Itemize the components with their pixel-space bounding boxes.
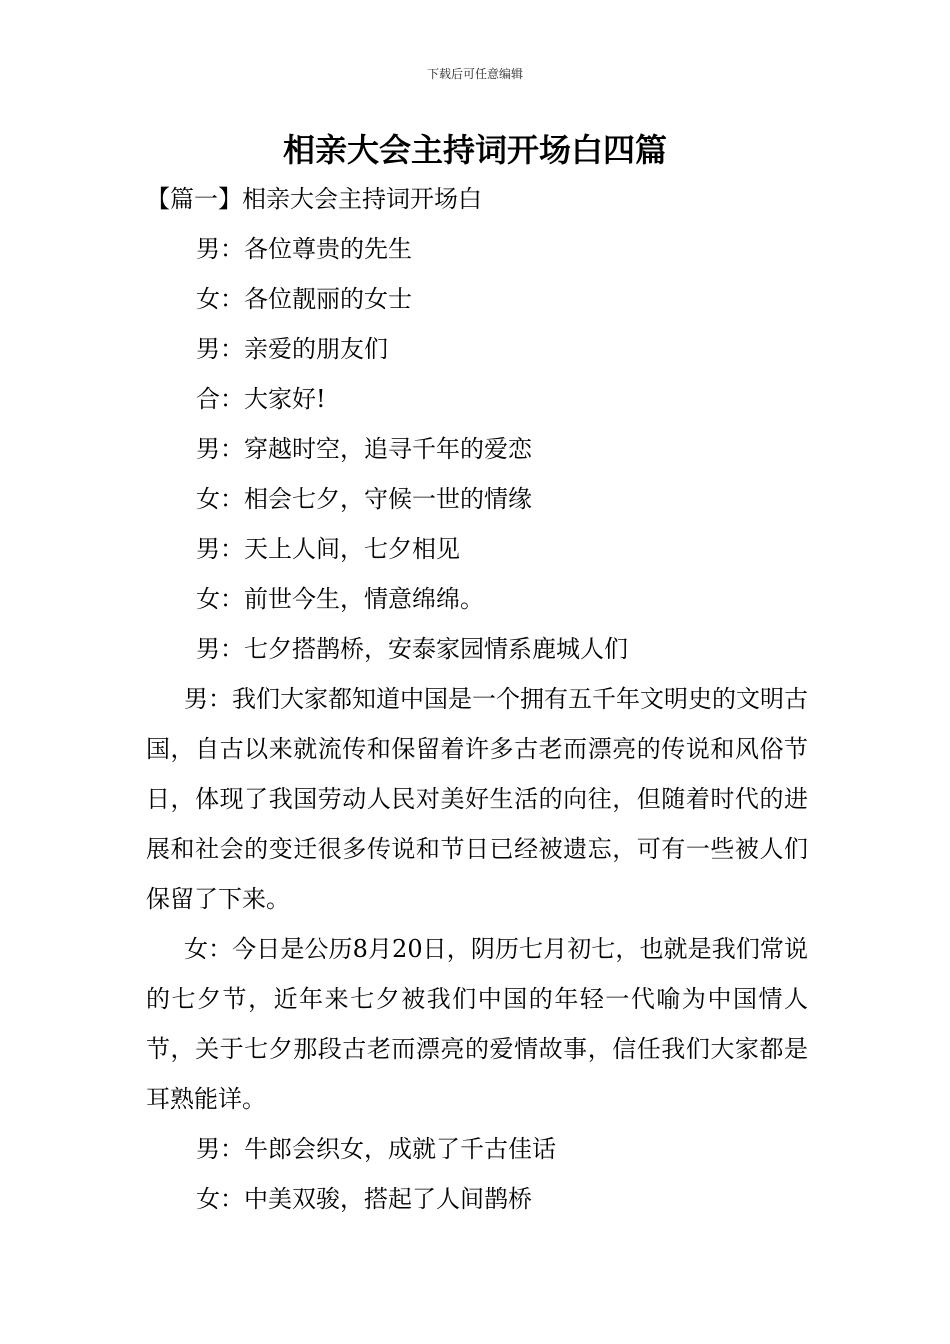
dialogue-line: 男：牛郎会织女，成就了千古佳话 <box>196 1135 556 1163</box>
dialogue-line: 女：中美双骏，搭起了人间鹊桥 <box>196 1185 532 1213</box>
body-paragraph: 女：今日是公历8月20日，阴历七月初七，也就是我们常说的七夕节，近年来七夕被我们中国的年轻一代喻为中国情人节，关于七夕那段古老而漂亮的爱情故事，信任我们大家都是耳熟能详。 <box>146 935 808 1113</box>
dialogue-line: 男：各位尊贵的先生 <box>196 235 412 263</box>
document-title: 相亲大会主持词开场白四篇 <box>282 131 667 169</box>
body-paragraph: 男：我们大家都知道中国是一个拥有五千年文明史的文明古国，自古以来就流传和保留着许多古老而漂亮的传说和风俗节日，体现了我国劳动人民对美好生活的向往，但随着时代的进展和社会的变迁很多传说和节日已经被遗忘，可有一些被人们保留了下来。 <box>146 685 808 913</box>
dialogue-line: 男：穿越时空，追寻千年的爱恋 <box>196 435 532 463</box>
dialogue-line: 合：大家好! <box>196 385 326 413</box>
page-header-note: 下载后可任意编辑 <box>426 67 523 81</box>
dialogue-line: 女：前世今生，情意绵绵。 <box>196 585 484 613</box>
dialogue-line: 男：七夕搭鹊桥，安泰家园情系鹿城人们 <box>196 635 628 663</box>
document-body <box>146 174 808 1224</box>
dialogue-line: 女：各位靓丽的女士 <box>196 285 412 313</box>
dialogue-line: 男：天上人间，七夕相见 <box>196 535 460 563</box>
section-heading: 【篇一】相亲大会主持词开场白 <box>146 185 482 213</box>
dialogue-line: 女：相会七夕，守候一世的情缘 <box>196 485 532 513</box>
dialogue-line: 男：亲爱的朋友们 <box>196 335 388 363</box>
